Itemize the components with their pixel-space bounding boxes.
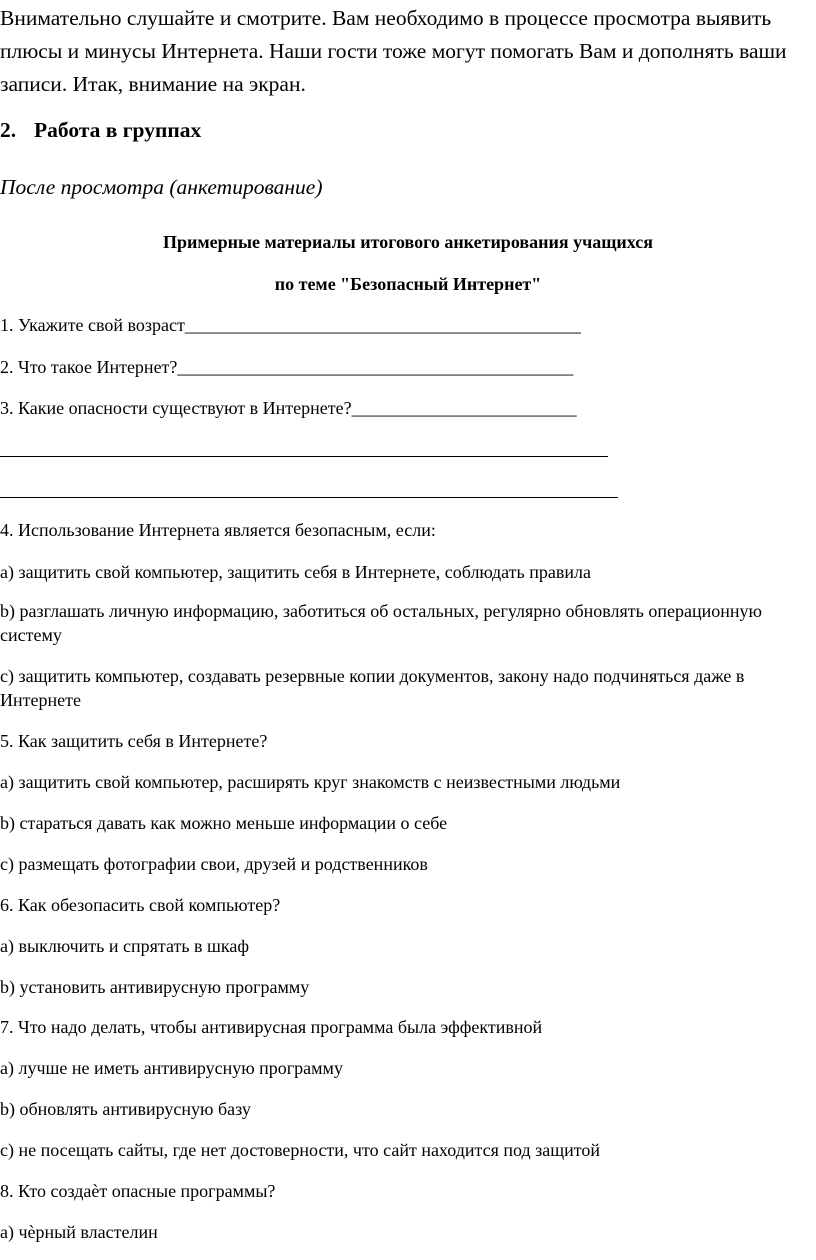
question-1 xyxy=(0,313,812,337)
question-6-option-a: a) выключить и спрятать в шкаф xyxy=(0,936,250,956)
question-7-option-c: c) не посещать сайты, где нет достоверности, что сайт находится под защитой xyxy=(0,1140,601,1160)
question-1-answer-blank: ____________________________________________ xyxy=(184,315,581,335)
question-1-text: 1. Укажите свой возраст xyxy=(0,315,185,335)
question-3-answer-blank: _________________________ xyxy=(351,398,577,418)
question-2-text: 2. Что такое Интернет? xyxy=(0,357,178,377)
section-number: 2. xyxy=(0,118,17,142)
question-6: 6. Как обезопасить свой компьютер? xyxy=(0,895,281,915)
question-4-option-a: a) защитить свой компьютер, защитить себя в Интернете, соблюдать правила xyxy=(0,562,591,582)
survey-title-line2: по теме "Безопасный Интернет" xyxy=(274,274,542,294)
section-heading xyxy=(0,118,201,143)
section-title: Работа в группах xyxy=(34,118,202,142)
intro-paragraph: Внимательно слушайте и смотрите. Вам необходимо в процессе просмотра выявить плюсы и минусы Интернета. Наши гости тоже могут помогать Вам и дополнять ваши записи. Итак, внимание на экран. xyxy=(0,6,787,96)
question-3 xyxy=(0,396,812,420)
answer-line xyxy=(0,497,618,498)
question-7-option-a: a) лучше не иметь антивирусную программу xyxy=(0,1058,343,1078)
question-6-option-b: b) установить антивирусную программу xyxy=(0,977,310,997)
question-4-option-c: c) защитить компьютер, создавать резервные копии документов, закону надо подчиняться даже в Интернете xyxy=(0,666,745,710)
answer-line xyxy=(0,456,608,457)
question-5-option-b: b) стараться давать как можно меньше информации о себе xyxy=(0,813,448,833)
question-4-option-b: b) разглашать личную информацию, заботиться об остальных, регулярно обновлять операционную систему xyxy=(0,601,762,645)
question-5-option-a: a) защитить свой компьютер, расширять круг знакомств с неизвестными людьми xyxy=(0,772,621,792)
question-2 xyxy=(0,355,812,379)
question-5: 5. Как защитить себя в Интернете? xyxy=(0,731,268,751)
question-8-option-a: a) чѐрный властелин xyxy=(0,1222,158,1242)
question-7-option-b: b) обновлять антивирусную базу xyxy=(0,1099,251,1119)
question-3-text: 3. Какие опасности существуют в Интернете? xyxy=(0,398,352,418)
question-7: 7. Что надо делать, чтобы антивирусная программа была эффективной xyxy=(0,1017,543,1037)
survey-title-line1: Примерные материалы итогового анкетирования учащихся xyxy=(162,232,654,252)
question-4: 4. Использование Интернета является безопасным, если: xyxy=(0,520,436,540)
after-viewing-subtitle: После просмотра (анкетирование) xyxy=(0,175,323,199)
question-5-option-c: c) размещать фотографии свои, друзей и родственников xyxy=(0,854,428,874)
question-2-answer-blank: ____________________________________________ xyxy=(177,357,574,377)
question-8: 8. Кто создаѐт опасные программы? xyxy=(0,1181,276,1201)
